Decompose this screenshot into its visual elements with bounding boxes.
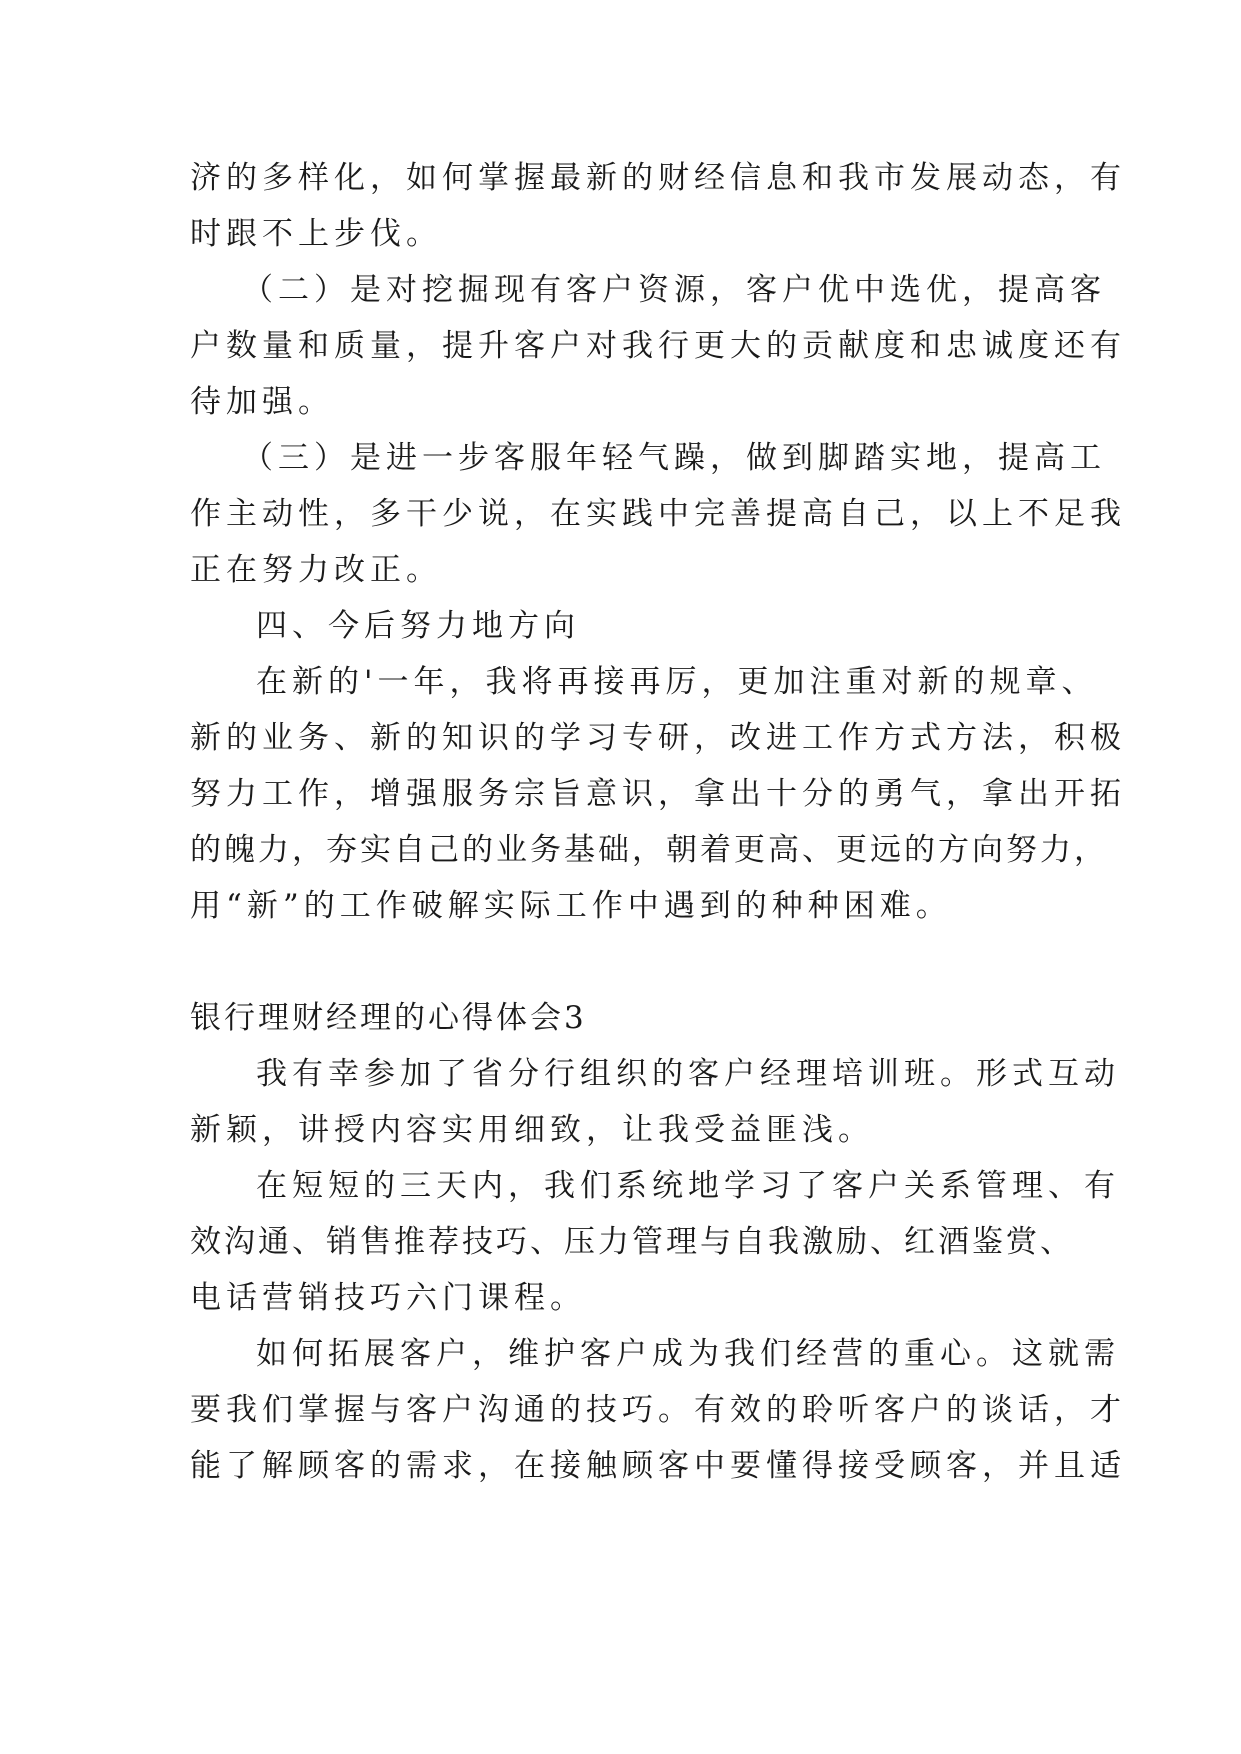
- text-line: 用“新”的工作破解实际工作中遇到的种种困难。: [190, 888, 952, 924]
- text-line: 济的多样化，如何掌握最新的财经信息和我市发展动态，有: [190, 160, 1126, 196]
- text-line: 待加强。: [190, 384, 334, 420]
- text-line: 效沟通、销售推荐技巧、压力管理与自我激励、红酒鉴赏、: [190, 1224, 1074, 1260]
- text-line: 要我们掌握与客户沟通的技巧。有效的聆听客户的谈话，才: [190, 1392, 1126, 1428]
- text-line: 能了解顾客的需求，在接触顾客中要懂得接受顾客，并且适: [190, 1448, 1126, 1484]
- text-line: 电话营销技巧六门课程。: [190, 1280, 586, 1316]
- text-line: 正在努力改正。: [190, 552, 442, 588]
- text-line: （二）是对挖掘现有客户资源，客户优中选优，提高客: [242, 272, 1106, 308]
- article-title: 银行理财经理的心得体会3: [190, 1000, 587, 1036]
- text-line: （三）是进一步客服年轻气躁，做到脚踏实地，提高工: [242, 440, 1106, 476]
- text-line: 我有幸参加了省分行组织的客户经理培训班。形式互动: [256, 1056, 1120, 1092]
- text-line: 户数量和质量，提升客户对我行更大的贡献度和忠诚度还有: [190, 328, 1126, 364]
- text-line: 新颖，讲授内容实用细致，让我受益匪浅。: [190, 1112, 874, 1148]
- section-heading: 四、今后努力地方向: [256, 608, 580, 644]
- text-line: 的魄力，夯实自己的业务基础，朝着更高、更远的方向努力，: [190, 832, 1108, 868]
- text-line: 如何拓展客户，维护客户成为我们经营的重心。这就需: [256, 1336, 1120, 1372]
- text-line: 在短短的三天内，我们系统地学习了客户关系管理、有: [256, 1168, 1120, 1204]
- text-line: 作主动性，多干少说，在实践中完善提高自己，以上不足我: [190, 496, 1126, 532]
- text-line: 努力工作，增强服务宗旨意识，拿出十分的勇气，拿出开拓: [190, 776, 1126, 812]
- text-line: 在新的'一年，我将再接再厉，更加注重对新的规章、: [256, 664, 1098, 700]
- text-line: 时跟不上步伐。: [190, 216, 442, 252]
- text-line: 新的业务、新的知识的学习专研，改进工作方式方法，积极: [190, 720, 1126, 756]
